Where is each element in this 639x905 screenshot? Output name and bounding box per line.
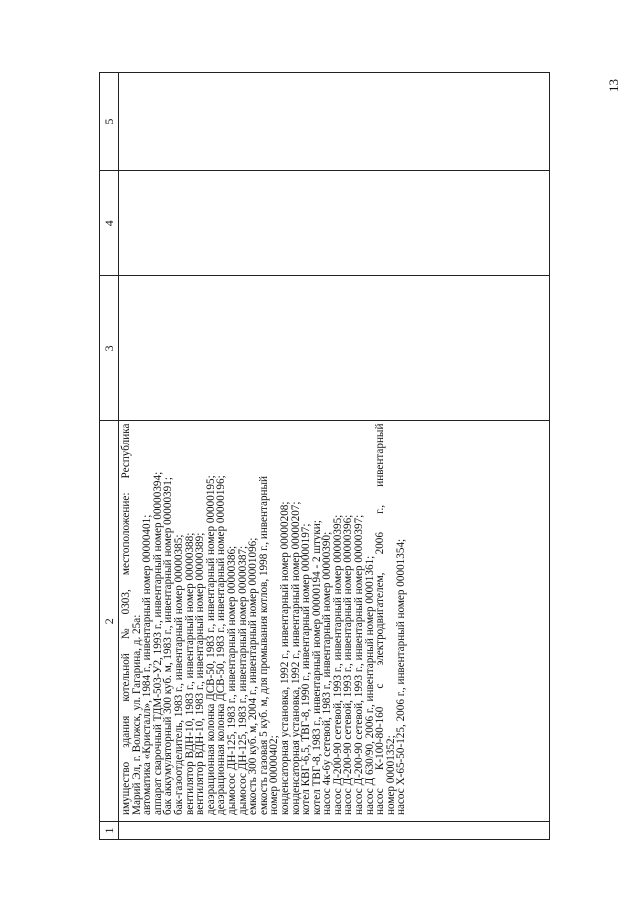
item-line: насос Д-200-90 сетевой, 1993 г., инвентарный номер 00000396; [342, 514, 355, 815]
item-line: аппарат сварочный ТДМ-503-У2, 1993 г., инвентарный номер 00000394; [151, 471, 164, 815]
item-line: котел КВГ-6,5, ТВГ-8, 1990 г., инвентарный номер 00000197; [300, 523, 313, 815]
item-line: емкость 300 куб. м, 2004 г., инвентарный номер 00001096; [247, 537, 260, 815]
header-col-1: 1 [100, 821, 119, 839]
item-line: вентилятор ВДН-10, 1983 г., инвентарный номер 00000389; [194, 532, 207, 815]
page-number: 13 [606, 79, 621, 92]
inventory-table [99, 72, 550, 840]
item-line: бак-газоотделитель, 1983 г., инвентарный номер 00000385; [172, 534, 185, 815]
item-line: дымосос ДН-125, 1983 г., инвентарный номер 00000387; [236, 545, 249, 815]
cell-col-2 [119, 421, 550, 822]
header-col-4: 4 [100, 171, 119, 276]
item-line: насос Х-65-50-125, 2006 г., инвентарный номер 00001354; [395, 538, 408, 815]
cell-col-1 [119, 821, 550, 839]
item-line: имущество здания котельной № 0303, местоположение: Республика [120, 423, 132, 815]
item-line: вентилятор ВДН-10, 1983 г., инвентарный номер 00000388; [183, 532, 196, 815]
item-line: номер 00000402; [268, 735, 281, 815]
header-col-2: 2 [100, 421, 119, 822]
cell-col-4 [119, 171, 550, 276]
item-line: автоматика «Кристалл», 1984 г., инвентарный номер 00000401; [141, 514, 154, 815]
item-list [119, 421, 407, 821]
inventory-table-rotated [99, 72, 549, 840]
item-line: деаэрационная колонка ДСВ-50, 1983 г., инвентарный номер 00000196; [215, 475, 228, 815]
item-line: насос Д-200-90 сетевой, 1993 г., инвентарный номер 00000397; [353, 514, 366, 815]
item-line: Марий Эл, г. Волжск, ул. Гагарина, д. 25а: [130, 614, 143, 815]
item-line: насос 4к-6у сетевой, 1983 г., инвентарный номер 00000390; [321, 531, 334, 815]
item-line: емкость газовая 5 куб. м, для промывания котлов, 1998 г., инвентарный [257, 475, 270, 815]
cell-col-3 [119, 276, 550, 421]
header-col-5: 5 [100, 73, 119, 171]
item-line: конденсаторная установка, 1992 г., инвентарный номер 00000208; [278, 501, 291, 815]
item-line: котел ТВГ-8, 1983 г., инвентарный номер 00000194 - 2 штуки; [310, 520, 323, 815]
item-line: конденсаторная установка, 1992 г., инвентарный номер 00000207; [289, 501, 302, 815]
item-line: насос К-100-80-160 с электродвигателем, 2006 г., инвентарный [374, 423, 387, 815]
item-line: бак аккумуляторный 300 куб. м, 1983 г., инвентарный номер 00000391; [162, 477, 175, 815]
item-line: дымосос ДН-125, 1983 г., инвентарный номер 00000386; [225, 545, 238, 815]
item-line: насос Д 630/90, 2006 г., инвентарный номер 00001361; [363, 555, 376, 815]
item-line: насос Д-200-90 сетевой, 1993 г., инвентарный номер 00000395; [331, 514, 344, 815]
header-col-3: 3 [100, 276, 119, 421]
item-line: номер 00001352; [384, 735, 397, 815]
item-line: деаэрационная колонка ДСВ-50, 1983 г., инвентарный номер 00000195; [204, 475, 217, 815]
table-header-row [100, 73, 119, 840]
cell-col-5 [119, 73, 550, 171]
table-body-row [119, 73, 550, 840]
